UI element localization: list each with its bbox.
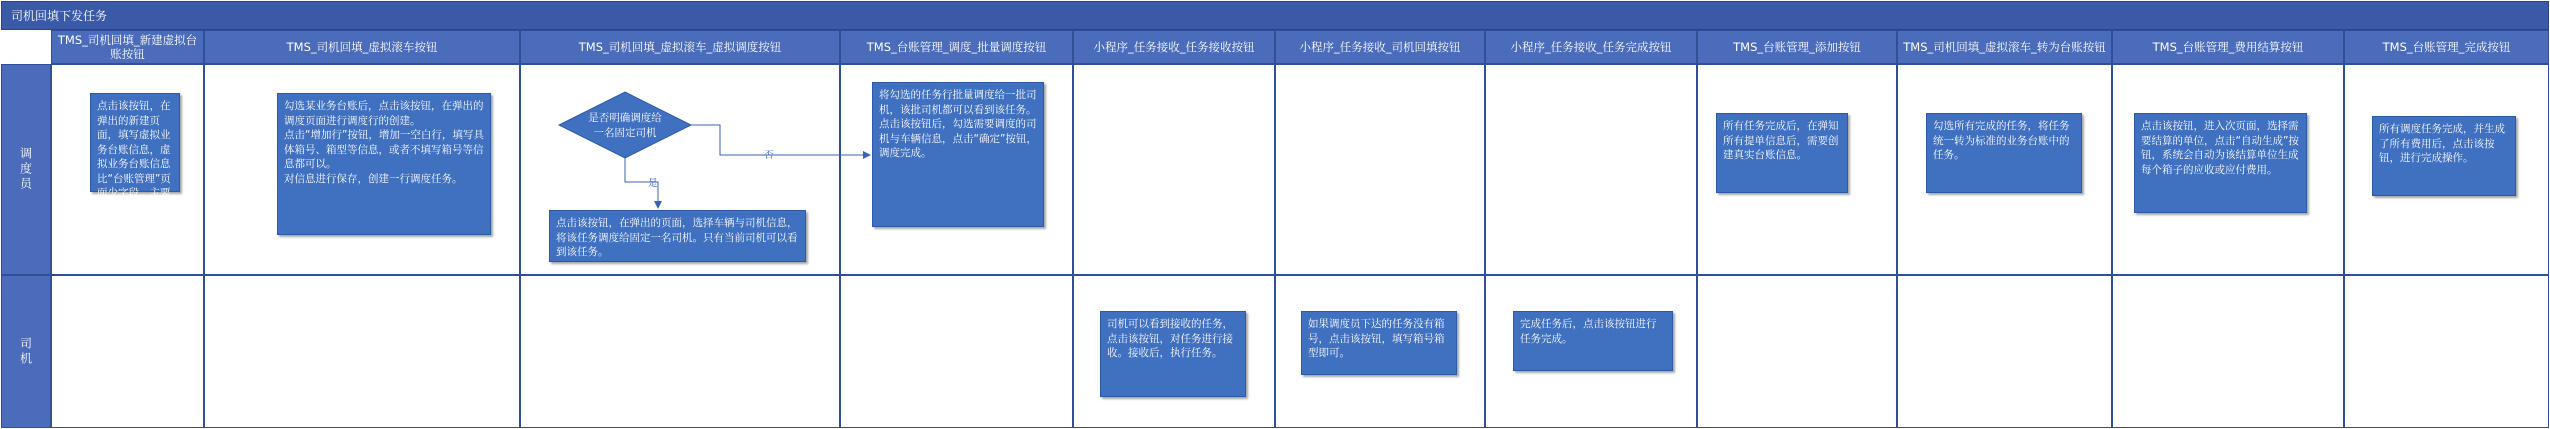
column-header-11: TMS_台账管理_完成按钮 xyxy=(2344,30,2549,64)
column-header-4: TMS_台账管理_调度_批量调度按钮 xyxy=(840,30,1073,64)
connector-to-batch-dispatch xyxy=(691,125,870,155)
column-header-5: 小程序_任务接收_任务接收按钮 xyxy=(1073,30,1275,64)
column-header-9: TMS_司机回填_虚拟滚车_转为台账按钮 xyxy=(1897,30,2112,64)
process-batch-dispatch: 将勾选的任务行批量调度给一批司机，该批司机都可以看到该任务。 点击该按钮后，勾选需要调度的司机与车辆信息，点击“确定”按钮，调度完成。 xyxy=(872,82,1044,227)
branch-label-yes: 是 xyxy=(648,178,658,189)
process-fee-settlement: 点击该按钮，进入次页面，选择需要结算的单位，点击“自动生成”按钮，系统会自动为该结算单位生成每个箱子的应收或应付费用。 xyxy=(2134,113,2307,213)
column-header-10: TMS_台账管理_费用结算按钮 xyxy=(2112,30,2344,64)
process-complete: 所有调度任务完成，并生成了所有费用后，点击该按钮，进行完成操作。 xyxy=(2372,116,2516,196)
decision-text-line1: 是否明确调度给 xyxy=(588,112,662,124)
process-add-ledger: 所有任务完成后，在弹知所有提单信息后，需要创建真实台账信息。 xyxy=(1716,113,1848,193)
column-header-2: TMS_司机回填_虚拟滚车按钮 xyxy=(204,30,520,64)
lane-header-dispatcher: 调度员 xyxy=(1,64,51,275)
branch-label-no: 否 xyxy=(764,150,774,161)
process-driver-fill-back: 如果调度员下达的任务没有箱号，点击该按钮，填写箱号箱型即可。 xyxy=(1301,311,1457,375)
column-header-1: TMS_司机回填_新建虚拟台账按钮 xyxy=(51,30,204,64)
process-convert-to-ledger: 勾选所有完成的任务，将任务统一转为标准的业务台账中的任务。 xyxy=(1926,113,2082,193)
process-assign-single-driver: 点击该按钮，在弹出的页面，选择车辆与司机信息，将该任务调度给固定一名司机。只有当前司机可以看到该任务。 xyxy=(549,210,806,262)
decision-diamond xyxy=(559,92,691,158)
process-task-complete: 完成任务后，点击该按钮进行任务完成。 xyxy=(1513,311,1673,371)
decision-text-line2: 一名固定司机 xyxy=(593,127,657,139)
column-header-8: TMS_台账管理_添加按钮 xyxy=(1697,30,1897,64)
column-header-6: 小程序_任务接收_司机回填按钮 xyxy=(1275,30,1485,64)
lane-header-driver: 司机 xyxy=(1,275,51,428)
column-header-3: TMS_司机回填_虚拟滚车_虚拟调度按钮 xyxy=(520,30,840,64)
process-virtual-roll: 勾选某业务台账后，点击该按钮，在弹出的调度页面进行调度行的创建。 点击“增加行”按钮，增加一空白行，填写具体箱号、箱型等信息，或者不填写箱号等信息都可以。 对信息进行保存，创建一行调度任务。 xyxy=(277,93,491,235)
process-new-virtual-ledger: 点击该按钮，在弹出的新建页面，填写虚拟业务台账信息，虚拟业务台账信息比“台账管理”页面少字段，主要为各种信息都确定。 xyxy=(90,93,180,192)
diagram-title: 司机回填下发任务 xyxy=(1,1,2549,30)
process-receive-task: 司机可以看到接收的任务，点击该按钮，对任务进行接收。接收后，执行任务。 xyxy=(1100,311,1246,397)
column-header-7: 小程序_任务接收_任务完成按钮 xyxy=(1485,30,1697,64)
